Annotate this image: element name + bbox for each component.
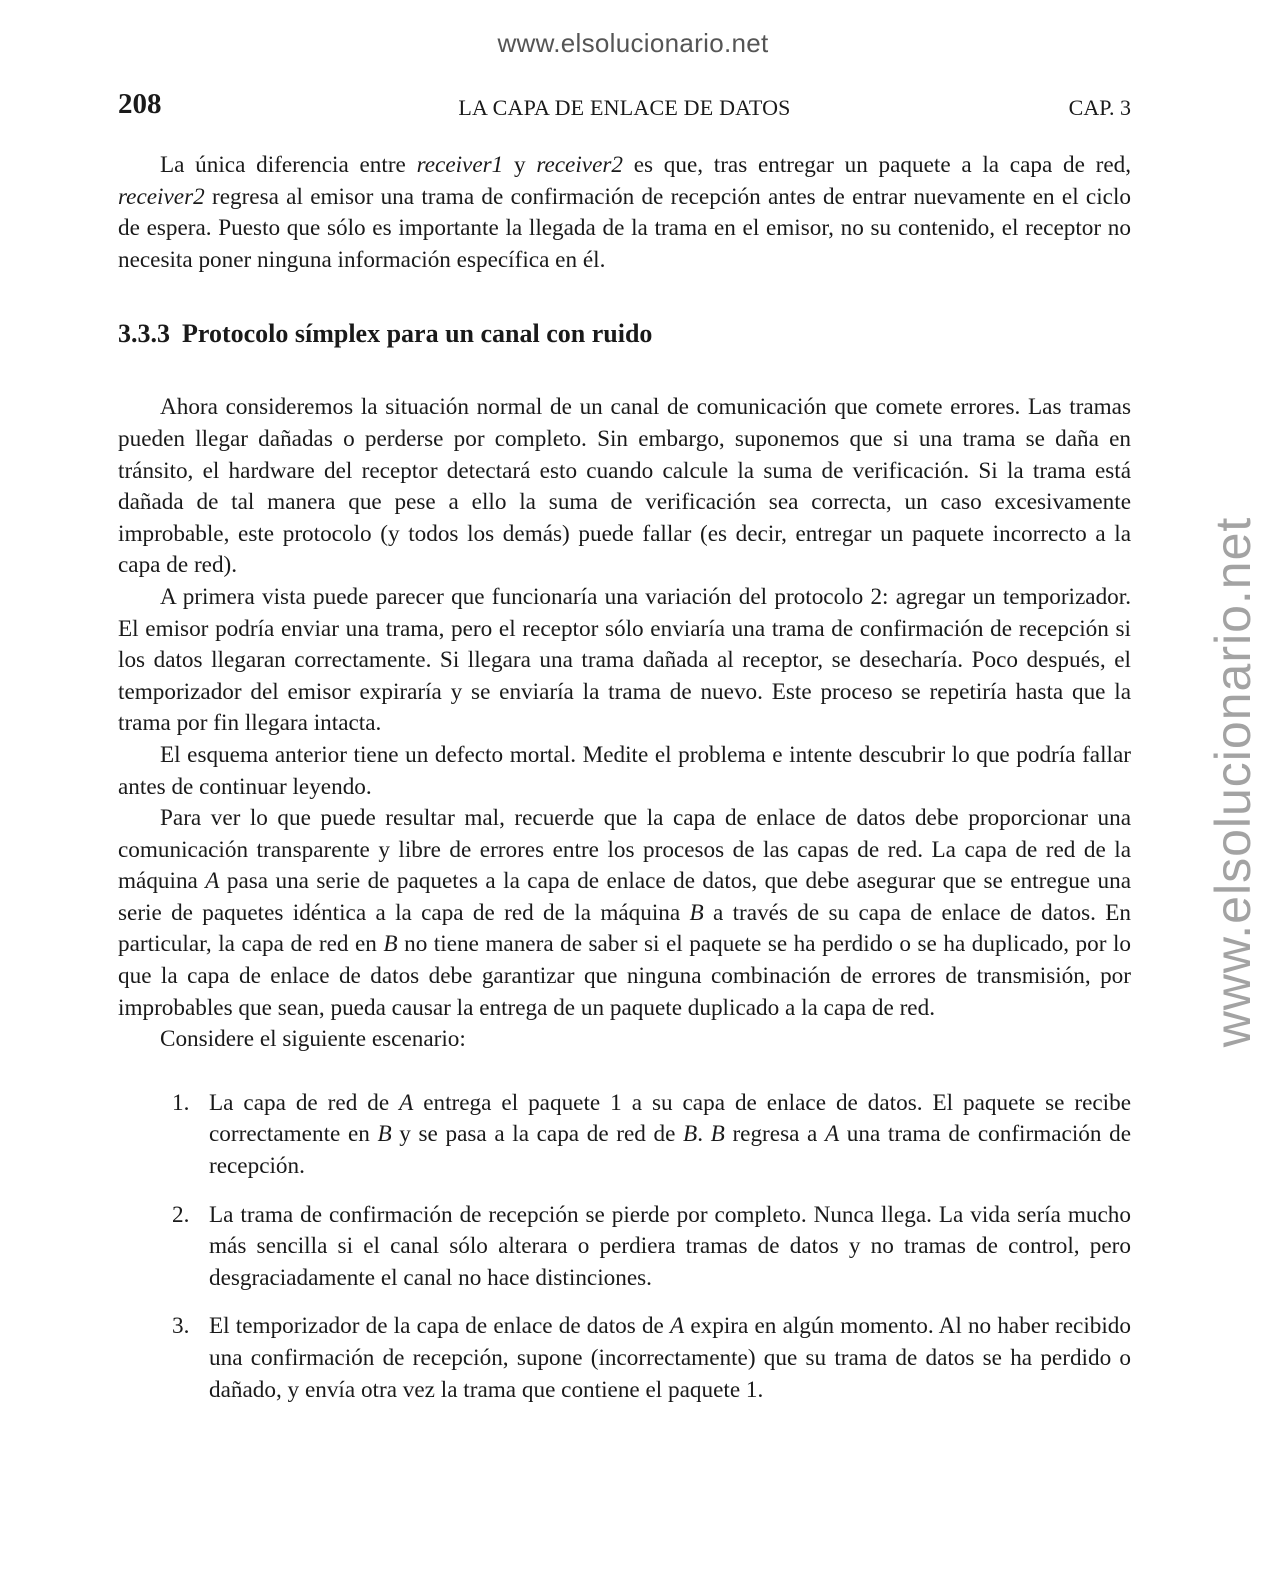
text-run: expira en algún momento. Al no haber recibido una confirmación de recepción, supone (incorrectamente) que su trama de datos se ha perdido o dañado, y envía otra vez la trama que contiene el paquete 1.: [209, 1313, 1131, 1403]
text-run: La capa de red de: [209, 1089, 400, 1116]
italic-term: B: [383, 931, 398, 958]
italic-term: B: [689, 899, 704, 926]
chapter-label: CAP. 3: [1068, 95, 1131, 120]
text-run: regresa al emisor una trama de confirmación de recepción antes de entrar nuevamente en el ciclo de espera. Puesto que sólo es importante la llegada de la trama en el emisor, no su contenido, el receptor no necesita poner ninguna información específica en él.: [118, 183, 1131, 273]
italic-term: A: [670, 1313, 685, 1340]
italic-term: B: [710, 1121, 725, 1148]
text-run: La única diferencia entre: [160, 152, 417, 178]
list-item: [118, 1200, 1131, 1295]
text-run: La trama de confirmación de recepción se pierde por completo. Nunca llega. La vida sería mucho más sencilla si el canal sólo alterara o perdiera tramas de datos y no tramas de control, pero desgraciadamente el canal no hace distinciones.: [209, 1201, 1131, 1291]
text-run: .: [697, 1121, 711, 1148]
watermark-side: www.elsolucionario.net: [1205, 516, 1261, 1048]
chapter-title: LA CAPA DE ENLACE DE DATOS: [458, 95, 791, 120]
running-head: [118, 88, 1131, 128]
text-run: Para ver lo que puede resultar mal, recuerde que la capa de enlace de datos debe proporcionar una comunicación transparente y libre de errores entre los procesos de las capas de red. La capa de red de la máquina: [118, 805, 1131, 895]
italic-term: A: [205, 868, 220, 895]
list-number: 3.: [172, 1313, 190, 1340]
paragraph: El esquema anterior tiene un defecto mortal. Medite el problema e intente descubrir lo que podría fallar antes de continuar leyendo.: [118, 741, 1131, 800]
page-content: [118, 150, 1131, 1423]
italic-term: B: [683, 1121, 698, 1148]
italic-term: A: [824, 1121, 840, 1148]
text-run: y: [503, 152, 537, 178]
paragraph: Ahora consideremos la situación normal de un canal de comunicación que comete errores. Las tramas pueden llegar dañadas o perderse por completo. Sin embargo, suponemos que si una trama se daña en tránsito, el hardware del receptor detectará esto cuando calcule la suma de verificación. Si la trama está dañada de tal manera que pese a ello la suma de verificación sea correcta, un caso excesivamente improbable, este protocolo (y todos los demás) puede fallar (es decir, entregar un paquete incorrecto a la capa de red).: [118, 394, 1131, 579]
scenario-list: [118, 1088, 1131, 1406]
paragraph: A primera vista puede parecer que funcionaría una variación del protocolo 2: agregar un temporizador. El emisor podría enviar una trama, pero el receptor sólo enviaría una trama de confirmación de recepción si los datos llegaran correctamente. Si llegara una trama dañada al receptor, se desecharía. Poco después, el temporizador del emisor expiraría y se enviaría la trama de nuevo. Este proceso se repetiría hasta que la trama por fin llegara intacta.: [118, 583, 1131, 737]
list-number: 2.: [172, 1201, 190, 1228]
section-title: Protocolo símplex para un canal con ruido: [182, 319, 653, 349]
intro-paragraph: [118, 150, 1131, 276]
text-run: una trama de confirmación de recepción.: [209, 1121, 1131, 1180]
section-heading: [118, 316, 1131, 352]
text-run: entrega el paquete 1 a su capa de enlace de datos. El paquete se recibe correctamente en: [209, 1089, 1131, 1148]
text-run: a través de su capa de enlace de datos. En particular, la capa de red en: [118, 899, 1131, 958]
italic-term: A: [399, 1089, 414, 1116]
list-number: 1.: [172, 1089, 190, 1116]
paragraph: [118, 803, 1131, 1024]
text-run: y se pasa a la capa de red de: [391, 1121, 684, 1148]
text-run: es que, tras entregar un paquete a la capa de red,: [623, 152, 1132, 178]
text-run: regresa a: [724, 1121, 825, 1148]
italic-term: receiver2: [118, 183, 205, 210]
section-number: 3.3.3: [118, 319, 170, 349]
text-run: no tiene manera de saber si el paquete se ha perdido o se ha duplicado, por lo que la capa de enlace de datos debe garantizar que ninguna combinación de errores de transmisión, por improbables que sean, pueda causar la entrega de un paquete duplicado a la capa de red.: [118, 931, 1131, 1021]
list-item: [118, 1088, 1131, 1183]
list-item: [118, 1311, 1131, 1406]
watermark-top: www.elsolucionario.net: [497, 28, 769, 58]
paragraph: Considere el siguiente escenario:: [160, 1026, 466, 1053]
text-run: El temporizador de la capa de enlace de datos de: [209, 1313, 671, 1340]
italic-term: B: [377, 1121, 392, 1148]
italic-term: receiver1: [416, 152, 504, 178]
text-run: pasa una serie de paquetes a la capa de enlace de datos, que debe asegurar que se entregue una serie de paquetes idéntica a la capa de red de la máquina: [118, 868, 1131, 926]
italic-term: receiver2: [536, 152, 623, 178]
page-number: 208: [118, 88, 162, 120]
